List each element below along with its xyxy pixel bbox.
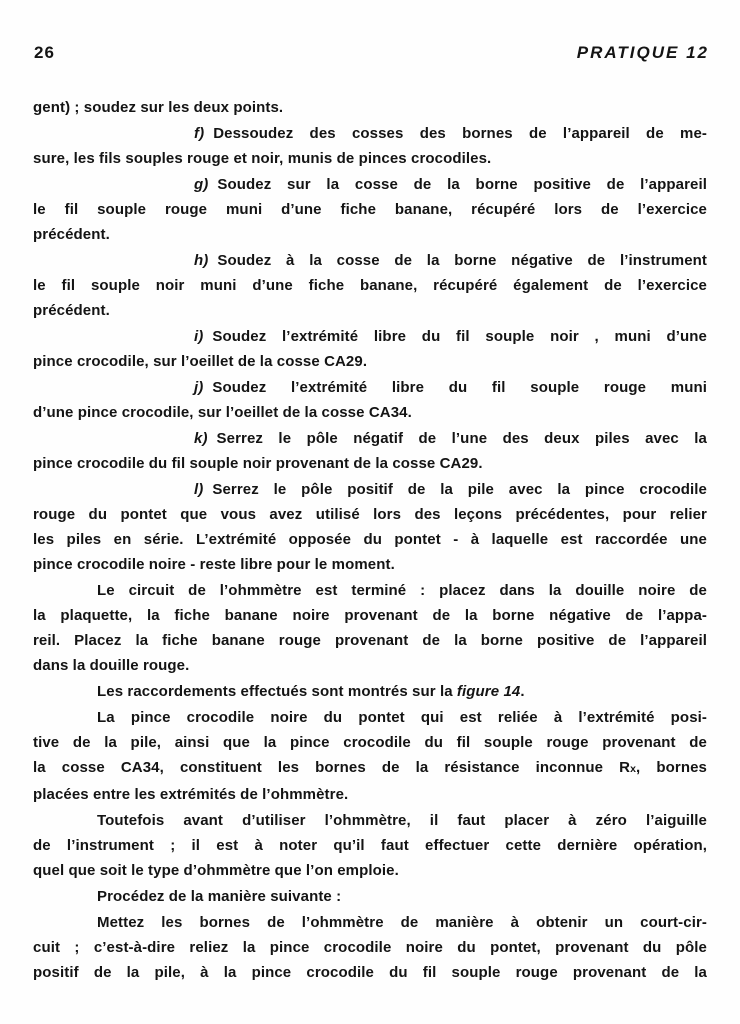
page-number: 26 [34,43,55,62]
text-segment: Les raccordements effectués sont montrés sur la [97,683,457,700]
instruction-item-l [33,477,707,577]
paragraph-procedure-intro [33,884,707,909]
text-segment: la cosse CA34, constituent les bornes de la résistance inconnue R [33,759,631,776]
text-line: Le circuit de l’ohmmètre est terminé : placez dans la douille noire de [97,582,707,599]
item-label-k: k) [194,430,208,447]
text-line [33,477,707,502]
text-line: précédent. [33,302,110,319]
paragraph-short-circuit [33,910,707,985]
text-segment: . [520,683,525,700]
paragraph-figure-reference [33,679,707,704]
page-body [33,95,707,986]
text-line [33,755,707,782]
paragraph-zero-adjust [33,808,707,883]
instruction-item-i [33,324,707,374]
text-line [33,121,707,146]
text-line: pince crocodile, sur l’oeillet de la cosse CA29. [33,353,368,370]
instruction-item-g [33,172,707,247]
text-line: Mettez les bornes de l’ohmmètre de manière à obtenir un court-cir- [97,914,707,931]
paragraph-rx-terminals [33,705,707,807]
text-line: Toutefois avant d’utiliser l’ohmmètre, il faut placer à zéro l’aiguille [97,812,707,829]
text-line: dans la douille rouge. [33,657,190,674]
item-label-g: g) [194,176,209,193]
text-line: pince crocodile du fil souple noir provenant de la cosse CA29. [33,455,483,472]
text-line: La pince crocodile noire du pontet qui est reliée à l’extrémité posi- [97,709,707,726]
text-line: d’une pince crocodile, sur l’oeillet de la cosse CA34. [33,404,412,421]
text-line [33,679,707,704]
instruction-item-k [33,426,707,476]
text-line: le fil souple noir muni d’une fiche banane, récupéré également de l’exercice [33,277,707,294]
text-line [33,324,707,349]
text-line [33,172,707,197]
instruction-item-j [33,375,707,425]
text-segment: Dessoudez des cosses des bornes de l’appareil de me- [213,125,707,142]
instruction-item-h [33,248,707,323]
instruction-item-f [33,121,707,171]
page-header [34,44,709,62]
text-segment: Soudez à la cosse de la borne négative de l’instrument [217,252,707,269]
item-label-i: i) [194,328,204,345]
text-line: quel que soit le type d’ohmmètre que l’on emploie. [33,862,399,879]
text-segment: Serrez le pôle négatif de l’une des deux piles avec la [216,430,707,447]
item-label-j: j) [194,379,204,396]
paragraph-circuit-done [33,578,707,678]
text-line [33,248,707,273]
text-line: sure, les fils souples rouge et noir, munis de pinces crocodiles. [33,150,492,167]
text-line [33,375,707,400]
item-label-h: h) [194,252,209,269]
text-segment: Soudez l’extrémité libre du fil souple rouge muni [212,379,707,396]
text-line: précédent. [33,226,110,243]
text-line: rouge du pontet que vous avez utilisé lors des leçons précédentes, pour relier [33,506,707,523]
rx-subscript: x [630,763,637,775]
text-line: Procédez de la manière suivante : [97,888,342,905]
text-line: placées entre les extrémités de l’ohmmètre. [33,786,349,803]
item-label-l: l) [194,481,204,498]
page-title: PRATIQUE 12 [576,43,709,62]
text-segment: Serrez le pôle positif de la pile avec la pince crocodile [212,481,707,498]
text-line: de l’instrument ; il est à noter qu’il faut effectuer cette dernière opération, [33,837,707,854]
text-line: tive de la pile, ainsi que la pince crocodile du fil souple rouge provenant de [33,734,707,751]
text-segment: , bornes [636,759,707,776]
text-line: gent) ; soudez sur les deux points. [33,99,284,116]
text-segment: Soudez l’extrémité libre du fil souple noir , muni d’une [212,328,707,345]
text-line: reil. Placez la fiche banane rouge provenant de la borne positive de l’appareil [33,632,707,649]
text-line: les piles en série. L’extrémité opposée du pontet - à laquelle est raccordée une [33,531,707,548]
text-line [33,426,707,451]
figure-reference: figure 14 [456,683,521,700]
paragraph-continuation [33,95,707,120]
text-line: positif de la pile, à la pince crocodile du fil souple rouge provenant de la [33,964,707,981]
text-line: la plaquette, la fiche banane noire provenant de la borne négative de l’appa- [33,607,707,624]
text-line: pince crocodile noire - reste libre pour le moment. [33,556,395,573]
item-label-f: f) [194,125,205,142]
text-line: cuit ; c’est-à-dire reliez la pince crocodile noire du pontet, provenant du pôle [33,939,707,956]
text-line: le fil souple rouge muni d’une fiche banane, récupéré lors de l’exercice [33,201,707,218]
text-segment: Soudez sur la cosse de la borne positive de l’appareil [217,176,707,193]
